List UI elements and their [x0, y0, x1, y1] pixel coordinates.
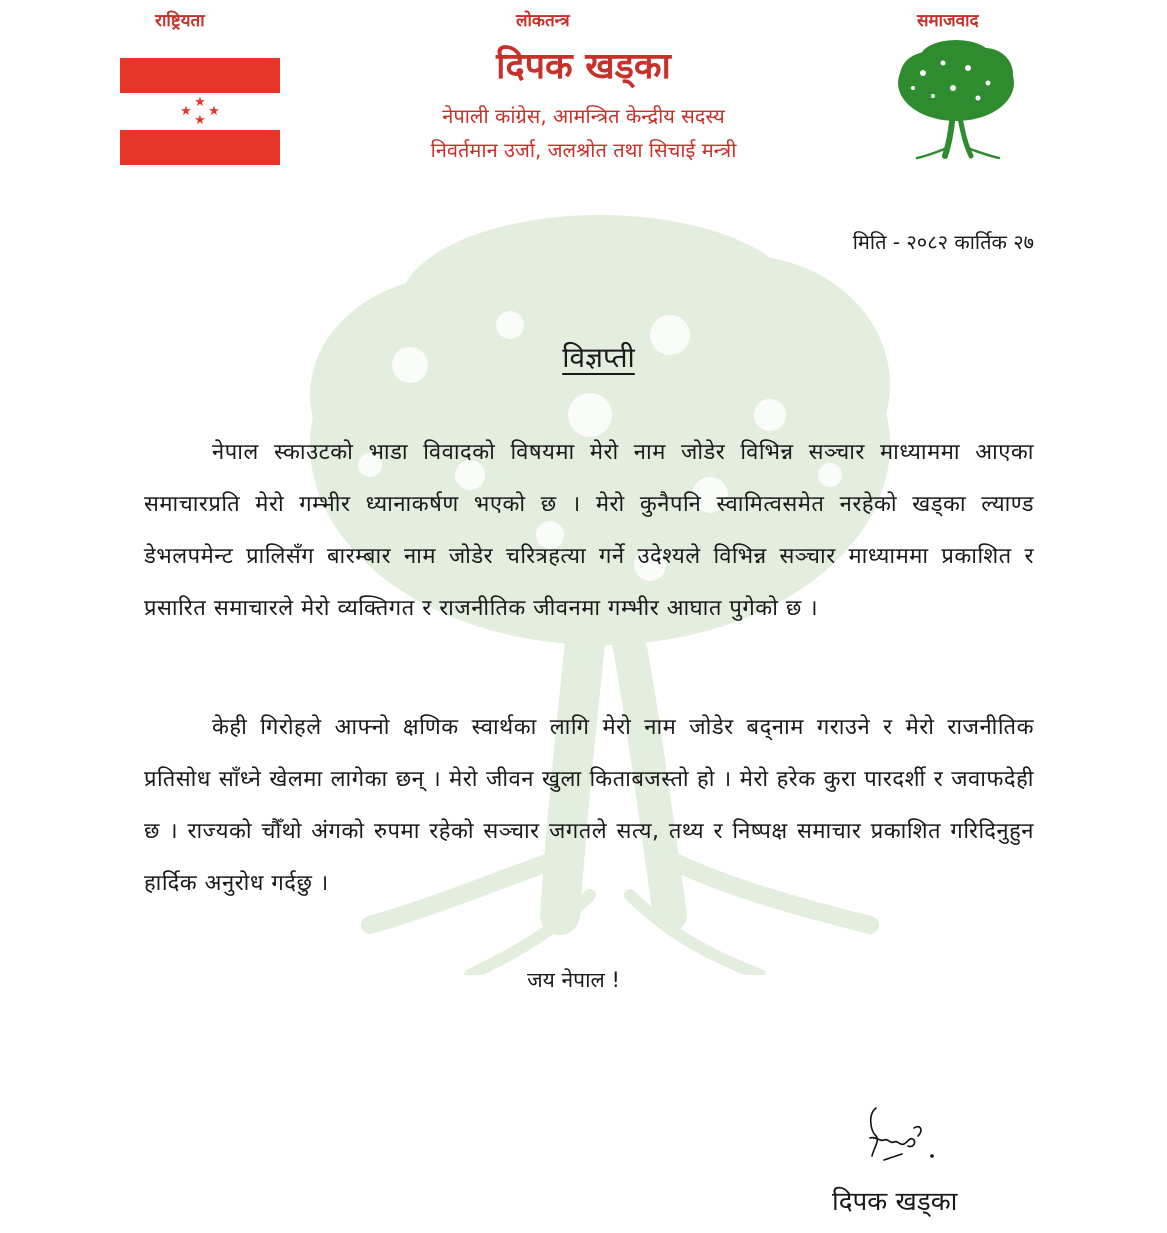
- letterhead-subtitle-minister: निवर्तमान उर्जा, जलश्रोत तथा सिचाई मन्त्री: [430, 138, 737, 162]
- body-paragraph: नेपाल स्काउटको भाडा विवादको विषयमा मेरो नाम जोडेर विभिन्न सञ्चार माध्याममा आएका समाचारप्रति मेरो गम्भीर ध्यानाकर्षण भएको छ । मेरो कुनैपनि स्वामित्वसमेत नरहेको खड्का ल्याण्ड डेभलपमेन्ट प्रालिसँग बारम्बार नाम जोडेर चरित्रहत्या गर्ने उदेश्यले विभिन्न सञ्चार माध्याममा प्रकाशित र प्रसारित समाचारले मेरो व्यक्तिगत र राजनीतिक जीवनमा गम्भीर आघात पुगेको छ ।: [144, 440, 1034, 621]
- document-date: मिति - २०८२ कार्तिक २७: [852, 230, 1034, 254]
- svg-text:★: ★: [194, 113, 206, 128]
- letterhead-subtitle-party: नेपाली कांग्रेस, आमन्त्रित केन्द्रीय सदस्य: [442, 104, 725, 128]
- closing-salutation: जय नेपाल !: [527, 968, 620, 992]
- motto-nationalism: राष्ट्रियता: [155, 11, 205, 31]
- document-heading: [0, 338, 1167, 376]
- letterhead-name: दिपक खड्का: [496, 46, 671, 87]
- motto-socialism: समाजवाद: [917, 11, 979, 31]
- svg-text:★: ★: [180, 104, 192, 119]
- banyan-tree-icon: [893, 38, 1019, 164]
- signatory-name: दिपक खड्का: [832, 1187, 958, 1217]
- svg-text:★: ★: [194, 95, 206, 110]
- body-paragraph: केही गिरोहले आफ्नो क्षणिक स्वार्थका लागि मेरो नाम जोडेर बद्नाम गराउने र मेरो राजनीतिक प्रतिसोध साँध्ने खेलमा लागेका छन् । मेरो जीवन खुला किताबजस्तो हो । मेरो हरेक कुरा पारदर्शी र जवाफदेही छ । राज्यको चौँथो अंगको रुपमा रहेको सञ्चार जगतले सत्य, तथ्य र निष्पक्ष समाचार प्रकाशित गरिदिनुहुन हार्दिक अनुरोध गर्दछु ।: [144, 715, 1034, 896]
- document-heading-text: विज्ञप्ती: [562, 341, 635, 374]
- motto-democracy: लोकतन्त्र: [516, 11, 570, 31]
- svg-text:★: ★: [208, 104, 220, 119]
- handwritten-signature-icon: [862, 1100, 952, 1170]
